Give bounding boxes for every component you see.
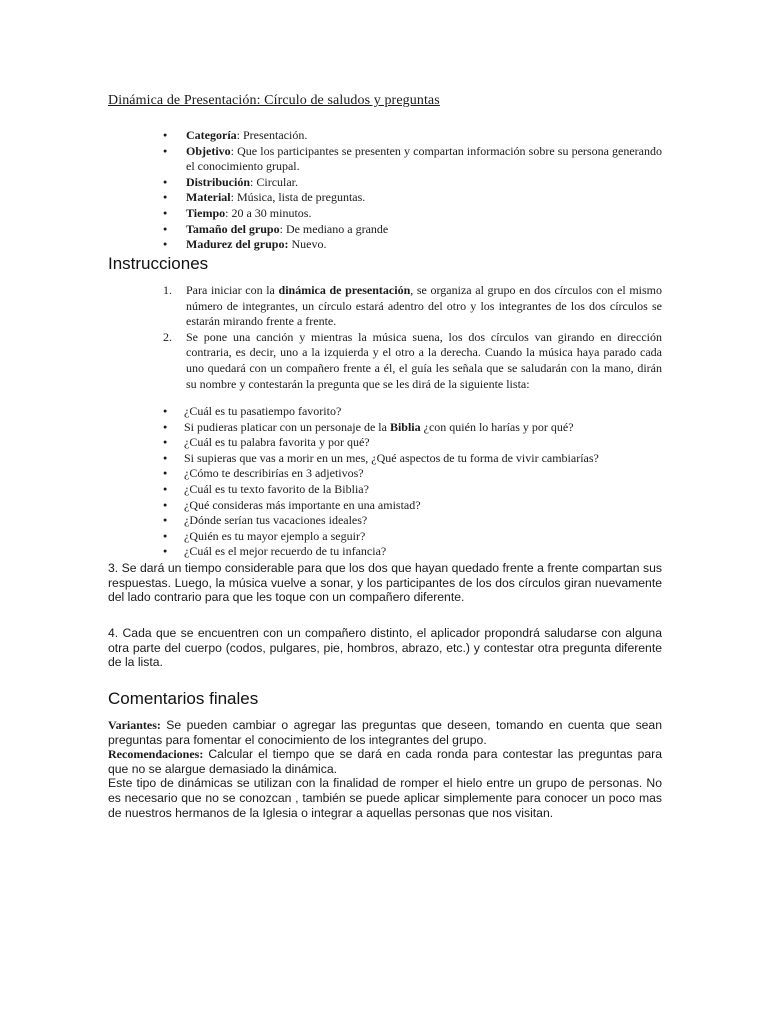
attribute-value: Presentación. [243, 128, 308, 142]
attribute-item [0, 144, 662, 175]
question-item: ● Si supieras que vas a morir en un mes, ¿Qué aspectos de tu forma de vivir cambiarías? [0, 451, 768, 467]
recommendations-label: Recomendaciones: [108, 747, 204, 762]
step-text: Se pone una canción y mientras la música suena, los dos círculos van girando en dirección contraria, es decir, uno a la izquierda y el otro a la derecha. Cuando la música haya parado cada uno quedará con un compañero frente a él, el guía les señala que se saludarán con la mano, dirán su nombre y contestarán la pregunta que se les dirá de la siguiente lista: [186, 329, 662, 391]
question-list [0, 404, 768, 560]
attribute-value: Que los participantes se presenten y compartan información sobre su persona generando el conocimiento grupal. [186, 143, 662, 174]
question-item: ● ¿Cuál es tu palabra favorita y por qué? [0, 435, 768, 451]
attribute-item [0, 237, 662, 253]
steps-list [0, 283, 768, 392]
instructions-heading: Instrucciones [108, 254, 209, 273]
final-comments [108, 718, 662, 820]
attribute-label: Objetivo [186, 143, 231, 158]
step-text: Para iniciar con la [186, 283, 279, 297]
question-item: ● ¿Cuál es tu pasatiempo favorito? [0, 404, 768, 420]
question-item: ● ¿Dónde serían tus vacaciones ideales? [0, 513, 768, 529]
attribute-value: Nuevo. [291, 237, 327, 252]
step-item [0, 330, 662, 392]
attribute-item [0, 190, 662, 206]
question-bold-text: Biblia [389, 419, 421, 434]
variants-label: Variantes: [108, 718, 161, 732]
final-comments-heading: Comentarios finales [108, 689, 259, 708]
attribute-value: 20 a 30 minutos. [231, 205, 312, 220]
step-number: 1. [163, 283, 172, 297]
step-text: , se organiza al grupo en dos círculos con el mismo número de integrantes, un círculo estará adentro del otro y los integrantes de los dos círculos se estarán mirando frente a frente. [186, 283, 663, 329]
step-item [0, 283, 662, 330]
recommendations-paragraph [108, 747, 662, 776]
attribute-label: Categoría [186, 128, 237, 142]
attribute-item [0, 175, 662, 191]
attribute-item [0, 128, 662, 144]
question-item: ● ¿Cuál es el mejor recuerdo de tu infancia? [0, 544, 768, 560]
attribute-value: Circular. [256, 174, 299, 189]
document-title: Dinámica de Presentación: Círculo de saludos y preguntas [108, 93, 440, 108]
attribute-list [0, 128, 768, 253]
question-item: ● ¿Quién es tu mayor ejemplo a seguir? [0, 529, 768, 545]
question-item: ● ¿Cuál es tu texto favorito de la Biblia? [0, 482, 768, 498]
closing-paragraph: Este tipo de dinámicas se utilizan con la finalidad de romper el hielo entre un grupo de personas. No es necesario que no se conozcan , también se puede aplicar simplemente para conocer un poco mas de nuestros hermanos de la Iglesia o integrar a aquellas personas que nos visitan. [108, 776, 662, 820]
attribute-label: Distribución [186, 174, 251, 189]
question-item: ● ¿Qué consideras más importante en una amistad? [0, 498, 768, 514]
attribute-separator: : [279, 221, 286, 236]
question-text: Si pudieras platicar con un personaje de la [184, 419, 390, 434]
variants-text: Se pueden cambiar o agregar las preguntas que deseen, tomando en cuenta que sean preguntas para fomentar el conocimiento de los integrantes del grupo. [108, 718, 662, 747]
attribute-separator: : [230, 143, 238, 158]
variants-paragraph [108, 718, 662, 747]
attribute-item [0, 206, 662, 222]
recommendations-text: Calcular el tiempo que se dará en cada ronda para contestar las preguntas para que no se alargue demasiado la dinámica. [108, 747, 662, 776]
attribute-separator: : [225, 205, 232, 220]
question-item: ● ¿Cómo te describirías en 3 adjetivos? [0, 466, 768, 482]
attribute-label: Tiempo [186, 205, 226, 220]
attribute-value: Música, lista de preguntas. [237, 190, 366, 205]
attribute-label: Tamaño del grupo [186, 221, 280, 236]
attribute-separator: : [250, 174, 257, 189]
attribute-separator: : [236, 128, 243, 142]
step-number: 2. [163, 329, 172, 344]
attribute-item [0, 222, 662, 238]
step-3-paragraph: 3. Se dará un tiempo considerable para que los dos que hayan quedado frente a frente compartan sus respuestas. Luego, la música vuelve a sonar, y los participantes de los dos círculos giran nuevamente del lado contrario para que les toque con un compañero diferente. [108, 561, 662, 605]
question-item [0, 420, 768, 436]
step-4-paragraph: 4. Cada que se encuentren con un compañero distinto, el aplicador propondrá saludarse con alguna otra parte del cuerpo (codos, pulgares, pie, hombros, abrazo, etc.) y contestar otra pregunta diferente de la lista. [108, 626, 662, 670]
attribute-value: De mediano a grande [285, 221, 389, 236]
attribute-label: Material [186, 190, 231, 205]
question-text: ¿con quién lo harías y por qué? [420, 419, 574, 434]
attribute-label: Madurez del grupo: [186, 237, 289, 252]
attribute-separator: : [230, 190, 237, 205]
step-bold-text: dinámica de presentación [278, 283, 411, 297]
